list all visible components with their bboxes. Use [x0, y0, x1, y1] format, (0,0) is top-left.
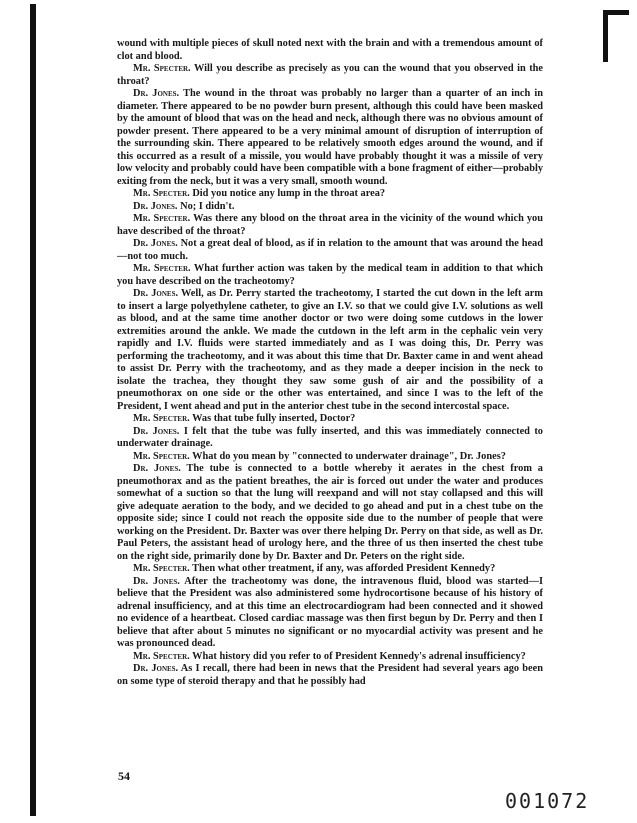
transcript-paragraph — [117, 88, 543, 188]
speaker-label: Dr. Jones. — [133, 425, 180, 437]
transcript-body — [117, 38, 543, 688]
speaker-label: Dr. Jones. — [133, 200, 178, 212]
speaker-label: Mr. Specter. — [133, 450, 190, 462]
speaker-label: Mr. Specter. — [133, 563, 190, 574]
speaker-label: Mr. Specter. — [133, 63, 191, 74]
speaker-label: Mr. Specter. — [133, 188, 190, 199]
paragraph-text: As I recall, there had been in news that the President had several years ago been on some type of steroid therapy and that he possibly had — [117, 663, 543, 687]
transcript-paragraph — [117, 651, 543, 664]
transcript-paragraph — [117, 426, 543, 451]
speaker-label: Dr. Jones. — [133, 88, 180, 99]
corner-registration-mark — [601, 6, 631, 66]
transcript-paragraph — [117, 63, 543, 88]
paragraph-text: No; I didn't. — [180, 200, 235, 212]
document-number-stamp: 001072 — [505, 789, 590, 813]
transcript-paragraph — [117, 663, 543, 688]
speaker-label: Dr. Jones. — [133, 575, 180, 587]
transcript-paragraph — [117, 563, 543, 576]
transcript-paragraph — [117, 576, 543, 651]
speaker-label: Mr. Specter. — [133, 263, 191, 274]
transcript-paragraph — [117, 288, 543, 413]
paragraph-text: Not a great deal of blood, as if in relation to the amount that was around the head—not too much. — [117, 238, 543, 262]
transcript-paragraph — [117, 263, 543, 288]
paragraph-text: The wound in the throat was probably no larger than a quarter of an inch in diameter. There appeared to be no powder burn present, although this could have been masked by the amount of blood that was on the head and neck, although there was no obvious amount of powder present. There appeared to be a very minimal amount of disruption of interruption of the surrounding skin. There appeared to be relatively smooth edges around the wound, and if this occurred as a result of a missile, you would have probably thought it was a missile of very low velocity and probably could have been compatible with a bone fragment of either—probably exiting from the neck, but it was a very small, smooth wound. — [117, 88, 543, 187]
paragraph-text: Was that tube fully inserted, Doctor? — [192, 413, 356, 424]
speaker-label: Dr. Jones. — [133, 463, 181, 474]
transcript-paragraph — [117, 201, 543, 214]
speaker-label: Mr. Specter. — [133, 413, 190, 424]
speaker-label: Mr. Specter. — [133, 213, 191, 224]
paragraph-text: Well, as Dr. Perry started the tracheotomy, I started the cut down in the left arm to insert a large polyethylene catheter, to give an I.V. so that we could give I.V. solutions as well as blood, and at the same time another doctor or two were doing some cutdows in the lower extremities around the ankle. We made the cutdown in the left arm in the cephalic vein very rapidly and I.V. fluids were started immediately and as I was doing this, Dr. Perry was performing the tracheotomy, and it was about this time that Dr. Baxter came in and went ahead to assist Dr. Perry with the tracheotomy, and as they made a deeper incision in the neck to isolate the trachea, they thought they saw some gush of air and the possibility of a pneumothorax on one side or the other was entertained, and since I was to the left of the President, I went ahead and put in the anterior chest tube in the second intercostal space. — [117, 288, 543, 412]
paragraph-text: After the tracheotomy was done, the intravenous fluid, blood was started—I believe that the President was also administered some hydrocortisone because of his history of adrenal insufficiency, and at this time an electrocardiogram had been connected and it showed no evidence of a heartbeat. Closed cardiac massage was then first begun by Dr. Perry and then I believe that after about 5 minutes no significant or no myocardial activity was present and he was pronounced dead. — [117, 575, 543, 649]
paragraph-text: What do you mean by "connected to underwater drainage", Dr. Jones? — [192, 450, 506, 462]
transcript-paragraph — [117, 451, 543, 464]
transcript-paragraph — [117, 413, 543, 426]
speaker-label: Dr. Jones. — [133, 238, 178, 249]
transcript-paragraph — [117, 38, 543, 63]
paragraph-text: wound with multiple pieces of skull noted next with the brain and with a tremendous amount of clot and blood. — [117, 38, 543, 62]
paragraph-text: Will you describe as precisely as you can the wound that you observed in the throat? — [117, 63, 544, 87]
transcript-paragraph — [117, 188, 543, 201]
transcript-paragraph — [117, 213, 543, 238]
paragraph-text: Then what other treatment, if any, was afforded President Kennedy? — [192, 563, 496, 574]
transcript-paragraph — [117, 463, 543, 563]
page-number: 54 — [118, 769, 130, 783]
paragraph-text: What further action was taken by the medical team in addition to that which you have described on the tracheotomy? — [117, 263, 543, 287]
speaker-label: Mr. Specter. — [133, 650, 190, 662]
speaker-label: Dr. Jones. — [133, 288, 179, 299]
binding-edge-bar — [30, 4, 36, 816]
paragraph-text: What history did you refer to of President Kennedy's adrenal insufficiency? — [192, 650, 526, 662]
paragraph-text: The tube is connected to a bottle whereby it aerates in the chest from a pneumothorax and as the patient breathes, the air is forced out under the water and produces somewhat of a suction so that the lung will reexpand and will not stay collapsed and this will give adequate aeration to the body, and we decided to go ahead and put in a chest tube on the opposite side; since I could not reach the opposite side due to the number of people that were working on the President. Dr. Baxter was over there helping Dr. Perry on that side, as well as Dr. Paul Peters, the assistant head of urology here, and the three of us then inserted the chest tube on the right side, primarily done by Dr. Baxter and Dr. Peters on the right side. — [117, 463, 543, 562]
speaker-label: Dr. Jones. — [133, 663, 179, 674]
transcript-paragraph — [117, 238, 543, 263]
paragraph-text: Was there any blood on the throat area in the vicinity of the wound which you have described of the throat? — [117, 213, 543, 237]
paragraph-text: I felt that the tube was fully inserted, and this was immediately connected to underwater drainage. — [117, 425, 543, 449]
paragraph-text: Did you notice any lump in the throat area? — [192, 188, 386, 199]
